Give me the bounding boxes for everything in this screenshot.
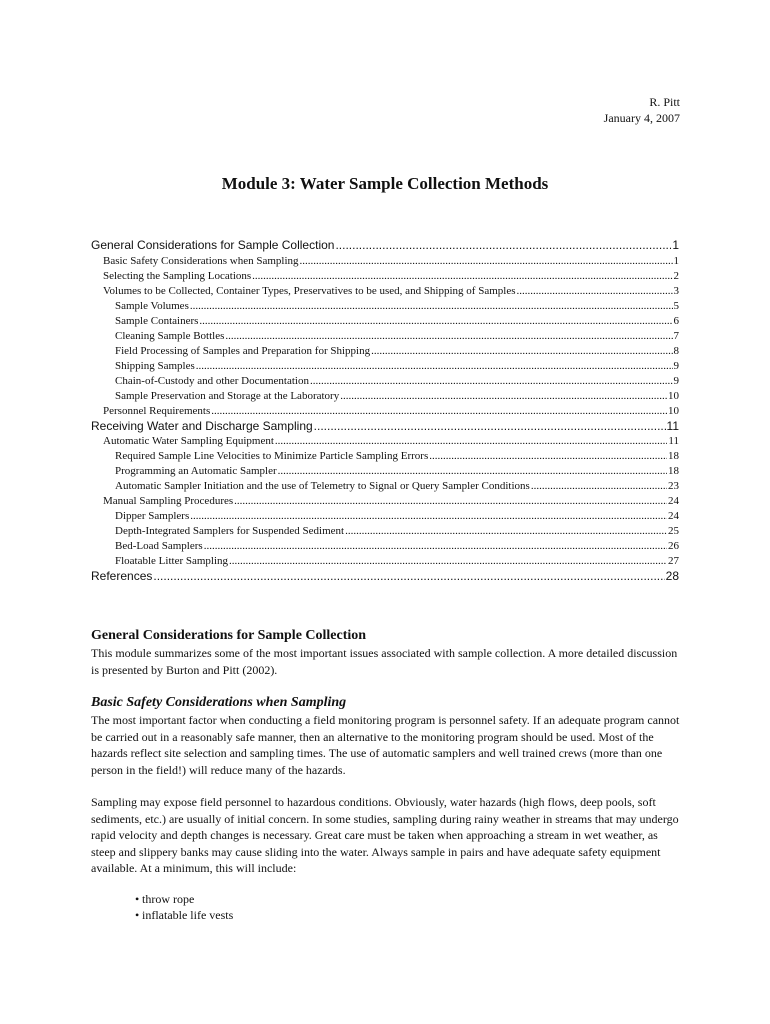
toc-entry[interactable] xyxy=(91,434,679,449)
toc-page-number: 24 xyxy=(668,495,679,507)
list-item-text: inflatable life vests xyxy=(142,908,234,922)
toc-entry-title: Volumes to be Collected, Container Types, Preservatives to be used, and Shipping of Samples xyxy=(103,284,516,297)
toc-page-number: 18 xyxy=(668,465,679,477)
toc-entry[interactable] xyxy=(91,494,679,509)
toc-entry-title: Personnel Requirements xyxy=(103,404,211,417)
toc-entry-title: General Considerations for Sample Collection xyxy=(91,238,335,252)
toc-entry-title: Floatable Litter Sampling xyxy=(115,555,229,567)
toc-entry-title: Required Sample Line Velocities to Minimize Particle Sampling Errors xyxy=(115,450,429,462)
toc-dot-leader xyxy=(335,238,671,254)
toc-page-number: 1 xyxy=(673,254,679,267)
toc-entry-title: Selecting the Sampling Locations xyxy=(103,269,252,282)
toc-entry[interactable] xyxy=(91,299,679,314)
toc-page-number: 25 xyxy=(668,525,679,537)
section-heading: General Considerations for Sample Collection xyxy=(91,628,367,643)
toc-dot-leader xyxy=(229,554,667,569)
equipment-list xyxy=(135,891,681,924)
toc-entry[interactable] xyxy=(91,569,679,585)
toc-page-number: 3 xyxy=(673,284,679,297)
toc-entry[interactable] xyxy=(91,479,679,494)
toc-dot-leader xyxy=(300,254,673,269)
toc-dot-leader xyxy=(199,314,672,329)
toc-entry-title: Shipping Samples xyxy=(115,359,195,372)
toc-page-number: 8 xyxy=(673,344,679,357)
toc-page-number: 11 xyxy=(668,435,679,447)
toc-entry[interactable] xyxy=(91,524,679,539)
toc-dot-leader xyxy=(278,464,667,479)
toc-entry[interactable] xyxy=(91,554,679,569)
safety-paragraph-1: The most important factor when conducting a field monitoring program is personnel safety. If an adequate program cannot be carried out in a reasonably safe manner, then an alternative to the monitoring program should be used. Most of the hazards reflect site selection and sampling times. The use of automatic samplers and well trained crews (more than one person in the field!) will reduce many of the hazards. xyxy=(91,713,680,777)
toc-entry-title: Field Processing of Samples and Preparation for Shipping xyxy=(115,344,371,357)
toc-entry[interactable] xyxy=(91,314,679,329)
subsection-heading: Basic Safety Considerations when Sampling xyxy=(91,695,347,710)
toc-entry[interactable] xyxy=(91,284,679,299)
list-item-text: throw rope xyxy=(142,891,195,906)
toc-page-number: 10 xyxy=(668,389,679,402)
toc-entry-title: Dipper Samplers xyxy=(115,510,190,522)
document-title: Module 3: Water Sample Collection Methods xyxy=(221,174,549,193)
toc-page-number: 10 xyxy=(668,404,679,417)
toc-entry-title: Manual Sampling Procedures xyxy=(103,495,234,507)
toc-entry[interactable] xyxy=(91,539,679,554)
toc-dot-leader xyxy=(516,284,672,299)
toc-page-number: 6 xyxy=(673,314,679,327)
toc-entry-title: Bed-Load Samplers xyxy=(115,540,203,552)
toc-entry[interactable] xyxy=(91,404,679,419)
toc-dot-leader xyxy=(190,509,667,524)
toc-page-number: 18 xyxy=(668,450,679,462)
toc-entry[interactable] xyxy=(91,389,679,404)
toc-entry-title: Automatic Water Sampling Equipment xyxy=(103,435,274,447)
toc-entry-title: Sample Volumes xyxy=(115,299,189,312)
document-date: January 4, 2007 xyxy=(603,111,680,125)
toc-page-number: 9 xyxy=(673,374,679,387)
toc-entry-title: Receiving Water and Discharge Sampling xyxy=(91,418,313,433)
toc-dot-leader xyxy=(211,404,667,419)
toc-entry-title: Depth-Integrated Samplers for Suspended Sediment xyxy=(115,525,345,537)
list-item xyxy=(135,907,681,924)
toc-dot-leader xyxy=(371,344,672,359)
toc-dot-leader xyxy=(275,434,667,449)
toc-entry-title: Sample Preservation and Storage at the Laboratory xyxy=(115,389,340,402)
toc-page-number: 24 xyxy=(668,510,679,522)
toc-page-number: 1 xyxy=(672,238,679,252)
toc-page-number: 11 xyxy=(666,418,679,433)
toc-dot-leader xyxy=(190,299,673,314)
toc-page-number: 9 xyxy=(673,359,679,372)
toc-entry[interactable] xyxy=(91,344,679,359)
toc-page-number: 27 xyxy=(668,555,679,567)
toc-dot-leader xyxy=(252,269,672,284)
toc-dot-leader xyxy=(345,524,667,539)
toc-dot-leader xyxy=(314,419,666,435)
toc-entry[interactable] xyxy=(91,329,679,344)
toc-page-number: 7 xyxy=(673,329,679,342)
table-of-contents xyxy=(91,238,679,585)
toc-page-number: 23 xyxy=(668,480,679,492)
toc-entry[interactable] xyxy=(91,449,679,464)
toc-dot-leader xyxy=(310,374,673,389)
toc-dot-leader xyxy=(153,569,664,585)
toc-dot-leader xyxy=(204,539,667,554)
toc-entry-title: Basic Safety Considerations when Sampling xyxy=(103,254,299,267)
toc-page-number: 2 xyxy=(673,269,679,282)
toc-dot-leader xyxy=(234,494,667,509)
toc-dot-leader xyxy=(340,389,667,404)
toc-entry[interactable] xyxy=(91,509,679,524)
toc-entry[interactable] xyxy=(91,419,679,435)
bullet-icon: • xyxy=(135,908,140,922)
document-header xyxy=(604,94,680,126)
toc-dot-leader xyxy=(429,449,667,464)
author-name: R. Pitt xyxy=(649,95,680,109)
toc-page-number: 26 xyxy=(668,540,679,552)
list-item xyxy=(135,891,681,908)
toc-entry-title: Sample Containers xyxy=(115,314,199,327)
intro-paragraph: This module summarizes some of the most important issues associated with sample collection. A more detailed discussion is presented by Burton and Pitt (2002). xyxy=(91,646,678,677)
document-body xyxy=(91,627,681,924)
toc-entry-title: Automatic Sampler Initiation and the use of Telemetry to Signal or Query Sampler Conditions xyxy=(115,480,530,492)
toc-entry[interactable] xyxy=(91,269,679,284)
toc-entry[interactable] xyxy=(91,374,679,389)
toc-entry-title: References xyxy=(91,569,153,583)
toc-page-number: 5 xyxy=(673,299,679,312)
toc-entry-title: Cleaning Sample Bottles xyxy=(115,329,225,342)
toc-dot-leader xyxy=(225,329,672,344)
toc-entry-title: Programming an Automatic Sampler xyxy=(115,465,277,477)
toc-entry[interactable] xyxy=(91,238,679,254)
toc-dot-leader xyxy=(196,359,673,374)
toc-entry[interactable] xyxy=(91,359,679,374)
toc-page-number: 28 xyxy=(665,569,679,583)
safety-paragraph-2: Sampling may expose field personnel to hazardous conditions. Obviously, water hazards (high flows, deep pools, soft sediments, etc.) are usually of initial concern. In some studies, sampling during rainy weather in streams that may undergo rapid velocity and depth changes is necessary. Great care must be taken when approaching a stream in wet weather, as steep and slippery banks may cause sliding into the water. Always sample in pairs and have adequate safety equipment available. At a minimum, this will include: xyxy=(91,795,679,875)
toc-entry-title: Chain-of-Custody and other Documentation xyxy=(115,374,309,387)
toc-entry[interactable] xyxy=(91,464,679,479)
toc-dot-leader xyxy=(531,479,667,494)
toc-entry[interactable] xyxy=(91,254,679,269)
bullet-icon: • xyxy=(135,891,140,906)
